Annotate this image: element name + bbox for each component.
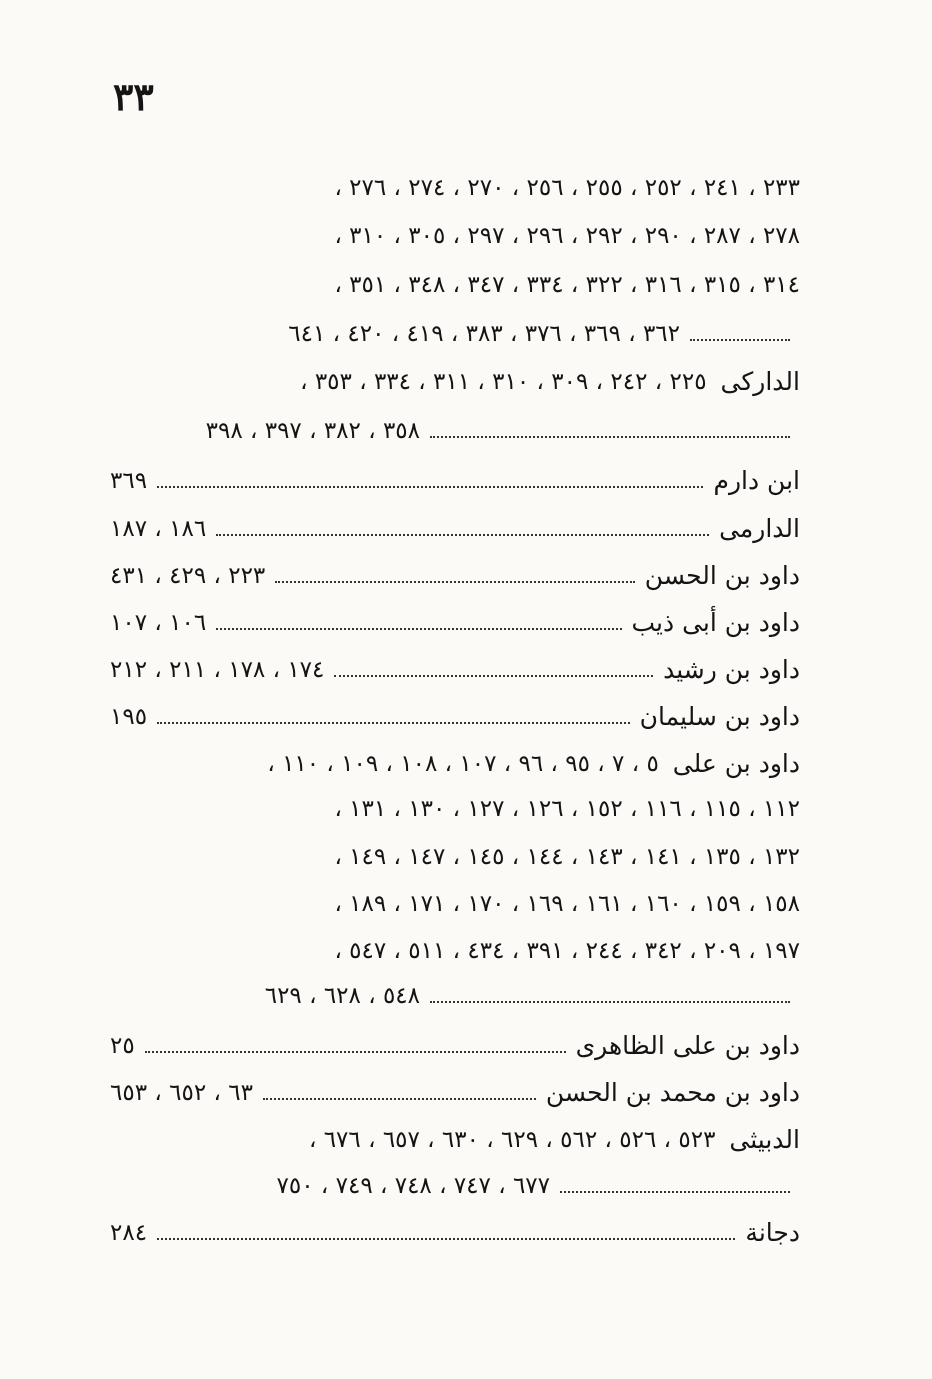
- index-entry: [110, 1073, 800, 1113]
- leader-dots: [690, 327, 790, 341]
- index-line: [110, 789, 800, 829]
- page-refs: ٦٣ ، ٦٥٢ ، ٦٥٣: [110, 1080, 253, 1106]
- entry-name: داود بن الحسن: [644, 561, 800, 590]
- page-refs: ٥٤٨ ، ٦٢٨ ، ٦٢٩: [264, 983, 420, 1009]
- leader-dots: [157, 474, 703, 488]
- page-refs: ١٠٦ ، ١٠٧: [110, 610, 207, 636]
- index-line: [110, 837, 800, 877]
- page-refs: ٢٥: [110, 1033, 135, 1059]
- page-refs: ١٩٧ ، ٢٠٩ ، ٣٤٢ ، ٢٤٤ ، ٣٩١ ، ٤٣٤ ، ٥١١ ، ٥٤٧ ،: [334, 938, 800, 964]
- page-number: ٣٣: [113, 74, 154, 119]
- page-refs: ١٨٦ ، ١٨٧: [110, 516, 207, 542]
- entry-name: دجانة: [745, 1218, 800, 1247]
- index-line: [110, 216, 800, 256]
- page-refs: ١٩٥: [110, 704, 148, 730]
- page-refs: ٢٢٣ ، ٤٢٩ ، ٤٣١: [110, 563, 266, 589]
- leader-dots: [430, 989, 790, 1003]
- index-entry: [110, 556, 800, 596]
- leader-dots: [157, 1226, 735, 1240]
- index-entry: [110, 461, 800, 501]
- page-refs: ٣٦٩: [110, 468, 148, 494]
- index-entry: [110, 1120, 800, 1160]
- index-line: [110, 411, 800, 451]
- page-refs: ٥٢٣ ، ٥٢٦ ، ٥٦٢ ، ٦٢٩ ، ٦٣٠ ، ٦٥٧ ، ٦٧٦ ،: [308, 1127, 716, 1153]
- entry-name: داود بن علی: [672, 749, 800, 778]
- leader-dots: [216, 522, 709, 536]
- index-line: [110, 314, 800, 354]
- leader-dots: [263, 1086, 536, 1100]
- page-refs: ١٥٨ ، ١٥٩ ، ١٦٠ ، ١٦١ ، ١٦٩ ، ١٧٠ ، ١٧١ ، ١٨٩ ،: [334, 891, 800, 917]
- index-line: [110, 1166, 800, 1206]
- leader-dots: [216, 616, 621, 630]
- entry-name: داود بن علی الظاهری: [575, 1031, 800, 1060]
- index-entry: [110, 744, 800, 784]
- leader-dots: [145, 1039, 566, 1053]
- index-entry: [110, 697, 800, 737]
- entry-name: داود بن رشید: [663, 655, 800, 684]
- entry-name: الدارمی: [719, 514, 800, 543]
- leader-dots: [157, 710, 630, 724]
- index-entry: [110, 509, 800, 549]
- leader-dots: [334, 663, 653, 677]
- entry-name: ابن دارم: [713, 466, 800, 495]
- index-entry: [110, 1026, 800, 1066]
- leader-dots: [275, 569, 635, 583]
- index-line: [110, 168, 800, 208]
- index-entry: [110, 1213, 800, 1253]
- page-refs: ٢٧٨ ، ٢٨٧ ، ٢٩٠ ، ٢٩٢ ، ٢٩٦ ، ٢٩٧ ، ٣٠٥ ، ٣١٠ ،: [334, 223, 800, 249]
- index-entry: [110, 650, 800, 690]
- page-refs: ٣١٤ ، ٣١٥ ، ٣١٦ ، ٣٢٢ ، ٣٣٤ ، ٣٤٧ ، ٣٤٨ ، ٣٥١ ،: [334, 272, 800, 298]
- leader-dots: [560, 1179, 790, 1193]
- index-line: [110, 931, 800, 971]
- page-refs: ٢٨٤: [110, 1220, 148, 1246]
- entry-name: داود بن سلیمان: [639, 702, 800, 731]
- index-entry: [110, 362, 800, 402]
- page-refs: ١١٢ ، ١١٥ ، ١١٦ ، ١٥٢ ، ١٢٦ ، ١٢٧ ، ١٣٠ ، ١٣١ ،: [334, 796, 800, 822]
- page-refs: ٢٢٥ ، ٢٤٢ ، ٣٠٩ ، ٣١٠ ، ٣١١ ، ٣٣٤ ، ٣٥٣ ،: [300, 369, 707, 395]
- page-refs: ٦٧٧ ، ٧٤٧ ، ٧٤٨ ، ٧٤٩ ، ٧٥٠: [276, 1173, 550, 1199]
- entry-name: الدارکی: [720, 367, 800, 396]
- index-line: [110, 265, 800, 305]
- page-refs: ١٧٤ ، ١٧٨ ، ٢١١ ، ٢١٢: [110, 657, 325, 683]
- page-refs: ٢٣٣ ، ٢٤١ ، ٢٥٢ ، ٢٥٥ ، ٢٥٦ ، ٢٧٠ ، ٢٧٤ ، ٢٧٦ ،: [334, 175, 800, 201]
- page-refs: ٥ ، ٧ ، ٩٥ ، ٩٦ ، ١٠٧ ، ١٠٨ ، ١٠٩ ، ١١٠ ،: [267, 751, 659, 777]
- entry-name: الدبیثی: [729, 1125, 800, 1154]
- entry-name: داود بن محمد بن الحسن: [545, 1078, 800, 1107]
- leader-dots: [430, 424, 790, 438]
- page-refs: ٣٦٢ ، ٣٦٩ ، ٣٧٦ ، ٣٨٣ ، ٤١٩ ، ٤٢٠ ، ٦٤١: [288, 321, 680, 347]
- page-refs: ٣٥٨ ، ٣٨٢ ، ٣٩٧ ، ٣٩٨: [205, 418, 420, 444]
- entry-name: داود بن أبی ذیب: [631, 608, 800, 637]
- index-line: [110, 884, 800, 924]
- index-line: [110, 976, 800, 1016]
- page-refs: ١٣٢ ، ١٣٥ ، ١٤١ ، ١٤٣ ، ١٤٤ ، ١٤٥ ، ١٤٧ ، ١٤٩ ،: [334, 844, 800, 870]
- index-entry: [110, 603, 800, 643]
